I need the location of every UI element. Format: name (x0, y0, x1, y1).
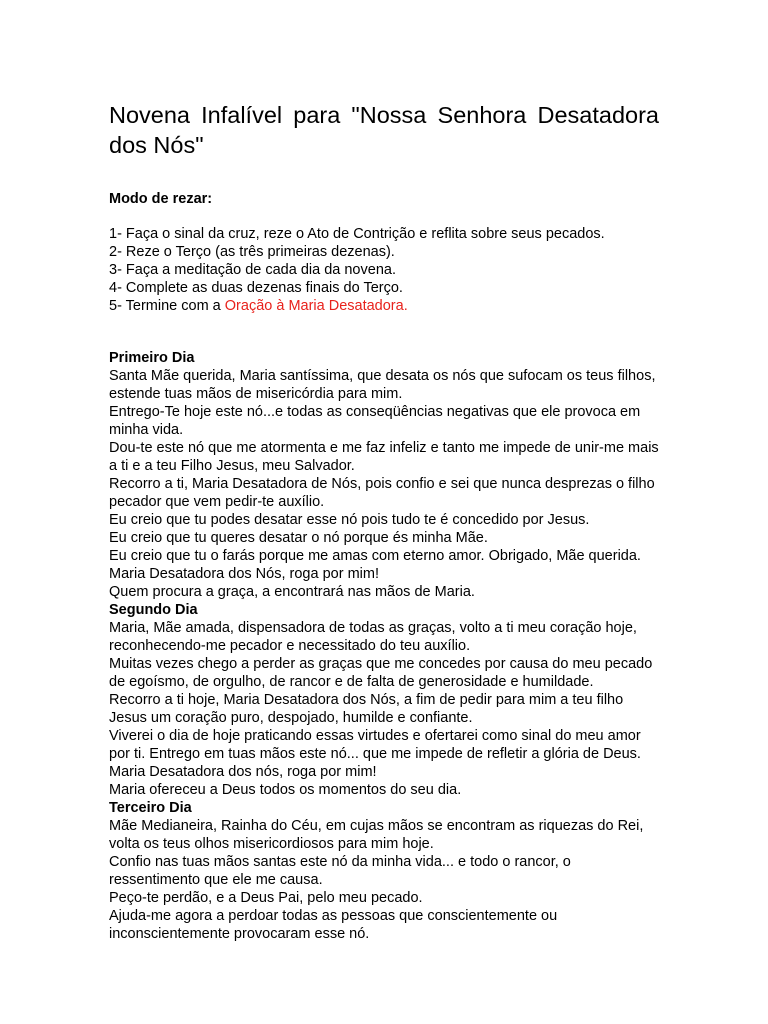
step-item (109, 225, 659, 243)
step-item (109, 243, 659, 261)
step-item (109, 297, 659, 315)
step-item (109, 279, 659, 297)
mode-heading: Modo de rezar: (109, 191, 213, 207)
day-paragraph: Confio nas tuas mãos santas este nó da minha vida... e todo o rancor, o ressentimento que ele me causa. (109, 854, 571, 888)
day-paragraph: Entrego-Te hoje este nó...e todas as conseqüências negativas que ele provoca em minha vida. (109, 404, 641, 438)
day-paragraph: Mãe Medianeira, Rainha do Céu, em cujas mãos se encontram as riquezas do Rei, volta os teus olhos misericordiosos para mim hoje. (109, 818, 644, 852)
day-paragraph: Recorro a ti, Maria Desatadora de Nós, pois confio e sei que nunca desprezas o filho pecador que vem pedir-te auxílio. (109, 476, 655, 510)
day-heading: Segundo Dia (109, 602, 198, 618)
day-paragraph: Peço-te perdão, e a Deus Pai, pelo meu pecado. (109, 890, 423, 906)
prayer-link[interactable]: Oração à Maria Desatadora. (224, 298, 408, 314)
day-paragraph: Eu creio que tu queres desatar o nó porque és minha Mãe. (109, 530, 488, 546)
day-paragraph: Ajuda-me agora a perdoar todas as pessoas que conscientemente ou inconscientemente provocaram esse nó. (109, 908, 558, 942)
day-paragraph: Maria ofereceu a Deus todos os momentos do seu dia. (109, 782, 462, 798)
day-paragraph: Maria Desatadora dos nós, roga por mim! (109, 764, 377, 780)
day-paragraph: Dou-te este nó que me atormenta e me faz infeliz e tanto me impede de unir-me mais a ti e a teu Filho Jesus, meu Salvador. (109, 440, 659, 474)
steps-list (109, 225, 659, 315)
document-page (109, 100, 659, 943)
day-heading: Terceiro Dia (109, 800, 192, 816)
day-paragraph: Maria, Mãe amada, dispensadora de todas as graças, volto a ti meu coração hoje, reconhecendo-me pecador e necessitado do teu auxílio. (109, 620, 637, 654)
step-text: 5- Termine com a (109, 298, 225, 314)
day-paragraph: Quem procura a graça, a encontrará nas mãos de Maria. (109, 584, 475, 600)
day-paragraph: Viverei o dia de hoje praticando essas virtudes e ofertarei como sinal do meu amor por ti. Entrego em tuas mãos este nó... que me impede de refletir a glória de Deus. (109, 728, 641, 762)
day-heading: Primeiro Dia (109, 350, 195, 366)
day-paragraph: Maria Desatadora dos Nós, roga por mim! (109, 566, 379, 582)
day-paragraph: Recorro a ti hoje, Maria Desatadora dos Nós, a fim de pedir para mim a teu filho Jesus um coração puro, despojado, humilde e confiante. (109, 692, 624, 726)
day-paragraph: Santa Mãe querida, Maria santíssima, que desata os nós que sufocam os teus filhos, estende tuas mãos de misericórdia para mim. (109, 368, 656, 402)
step-text: 4- Complete as duas dezenas finais do Terço. (109, 280, 403, 296)
step-text: 2- Reze o Terço (as três primeiras dezenas). (109, 244, 395, 260)
day-paragraph: Eu creio que tu podes desatar esse nó pois tudo te é concedido por Jesus. (109, 512, 590, 528)
step-text: 3- Faça a meditação de cada dia da novena. (109, 262, 396, 278)
step-item (109, 261, 659, 279)
day-paragraph: Muitas vezes chego a perder as graças que me concedes por causa do meu pecado de egoísmo, de orgulho, de rancor e de falta de generosidade e humildade. (109, 656, 653, 690)
document-title: Novena Infalível para "Nossa Senhora Desatadora dos Nós" (109, 102, 659, 158)
days-section (109, 349, 659, 943)
step-text: 1- Faça o sinal da cruz, reze o Ato de Contrição e reflita sobre seus pecados. (109, 226, 605, 242)
day-paragraph: Eu creio que tu o farás porque me amas com eterno amor. Obrigado, Mãe querida. (109, 548, 641, 564)
